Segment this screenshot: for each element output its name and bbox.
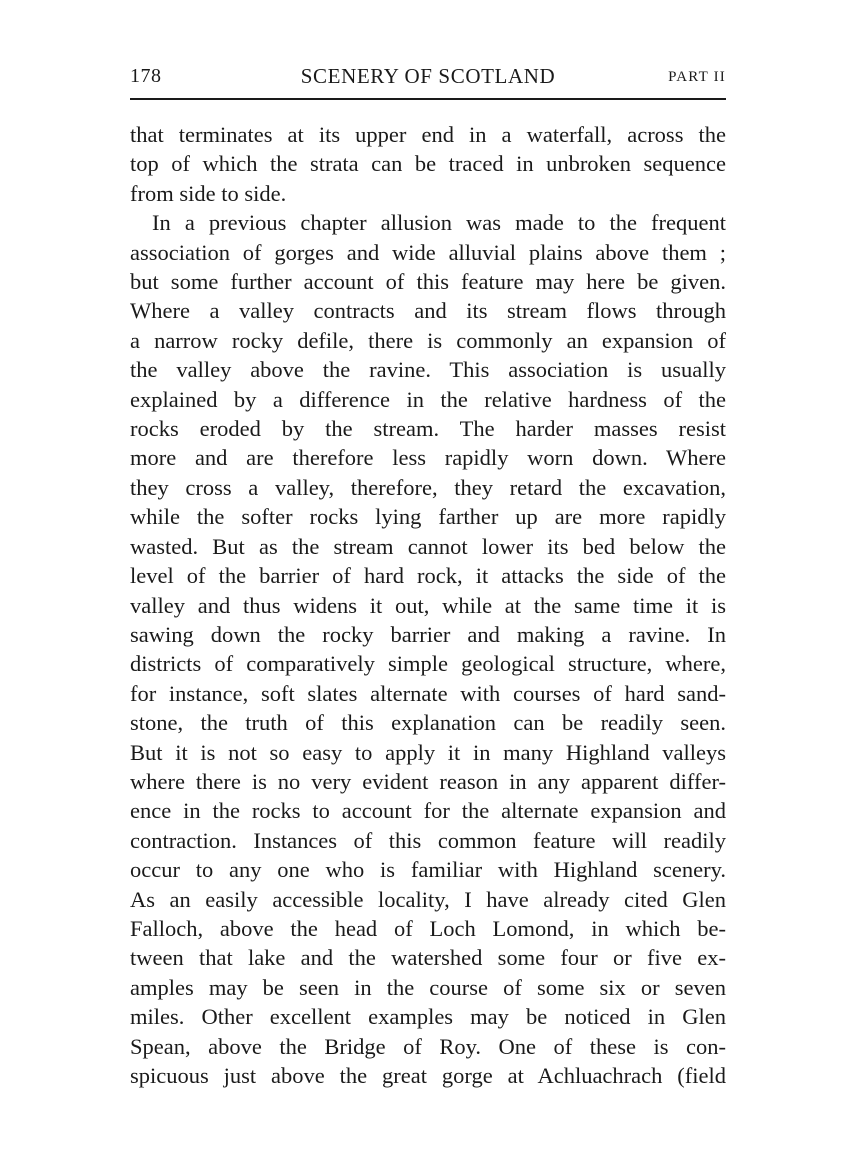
text-line: rocks eroded by the stream. The harder masses resist xyxy=(130,416,726,442)
text-line: amples may be seen in the course of some six or seven xyxy=(130,974,726,1000)
text-line: As an easily accessible locality, I have already cited Glen xyxy=(130,886,726,912)
header-rule xyxy=(130,98,726,100)
text-line: Where a valley contracts and its stream flows through xyxy=(130,298,726,324)
text-line: districts of comparatively simple geological structure, where, xyxy=(130,651,726,677)
text-line: for instance, soft slates alternate with courses of hard sand- xyxy=(130,680,726,706)
text-line: Spean, above the Bridge of Roy. One of these is con- xyxy=(130,1033,726,1059)
text-line: valley and thus widens it out, while at the same time it is xyxy=(130,592,726,618)
text-line: Falloch, above the head of Loch Lomond, in which be- xyxy=(130,915,726,941)
text-line: contraction. Instances of this common feature will readily xyxy=(130,827,726,853)
text-line: more and are therefore less rapidly worn down. Where xyxy=(130,445,726,471)
text-line: stone, the truth of this explanation can be readily seen. xyxy=(130,710,726,736)
text-line: level of the barrier of hard rock, it attacks the side of the xyxy=(130,563,726,589)
running-head xyxy=(130,62,726,90)
text-line: explained by a difference in the relative hardness of the xyxy=(130,386,726,412)
book-page xyxy=(130,62,726,1088)
text-line: sawing down the rocky barrier and making a ravine. In xyxy=(130,621,726,647)
text-line: wasted. But as the stream cannot lower its bed below the xyxy=(130,533,726,559)
text-line: where there is no very evident reason in any apparent differ- xyxy=(130,768,726,794)
running-title: SCENERY OF SCOTLAND xyxy=(300,64,556,88)
text-line: spicuous just above the great gorge at Achluachrach (field xyxy=(130,1063,726,1088)
text-line: but some further account of this feature may here be given. xyxy=(130,269,726,295)
text-line: But it is not so easy to apply it in many Highland valleys xyxy=(130,739,726,765)
text-line: top of which the strata can be traced in unbroken sequence xyxy=(130,151,726,177)
text-line: the valley above the ravine. This association is usually xyxy=(130,357,726,383)
text-line: In a previous chapter allusion was made to the frequent xyxy=(152,210,726,236)
text-line: they cross a valley, therefore, they retard the excavation, xyxy=(130,474,726,500)
paragraph-gorges xyxy=(130,208,726,1090)
text-line: ence in the rocks to account for the alternate expansion and xyxy=(130,798,726,824)
part-label: PART II xyxy=(668,69,726,85)
page-number: 178 xyxy=(130,65,162,87)
body-text xyxy=(130,120,726,1090)
paragraph-continuation xyxy=(130,120,726,208)
text-line: while the softer rocks lying farther up are more rapidly xyxy=(130,504,726,530)
text-line: that terminates at its upper end in a waterfall, across the xyxy=(130,122,726,147)
text-line: a narrow rocky defile, there is commonly an expansion of xyxy=(130,327,726,353)
text-line: miles. Other excellent examples may be noticed in Glen xyxy=(130,1004,726,1030)
text-line: association of gorges and wide alluvial plains above them ; xyxy=(130,239,726,265)
text-line: occur to any one who is familiar with Highland scenery. xyxy=(130,857,726,883)
text-line: tween that lake and the watershed some four or five ex- xyxy=(130,945,726,971)
text-line: from side to side. xyxy=(130,180,287,206)
